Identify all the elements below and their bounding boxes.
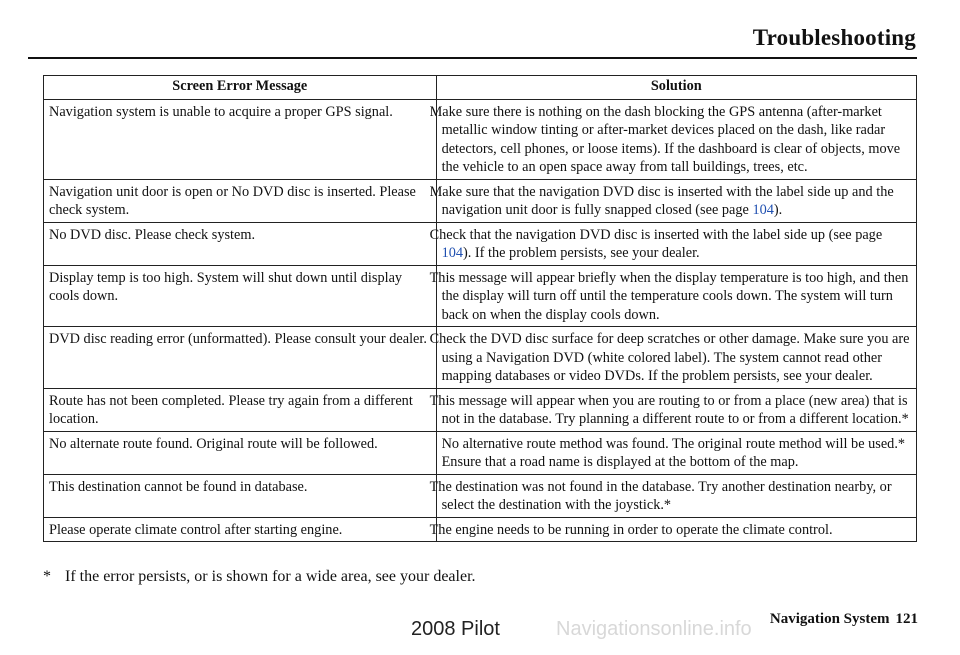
footnote-text: If the error persists, or is shown for a wide area, see your dealer. <box>65 568 476 585</box>
solution-cell: This message will appear briefly when the display temperature is too high, and then the display will turn off until the temperature cools down. The system will turn back on when the display cools down. <box>436 265 916 327</box>
title-divider <box>28 57 917 59</box>
page-reference-link[interactable]: 104 <box>441 245 464 261</box>
solution-text: Check that the navigation DVD disc is inserted with the label side up (see page <box>429 226 883 243</box>
error-message-cell: No DVD disc. Please check system. <box>44 222 437 265</box>
table-row <box>44 179 917 222</box>
page-number: 121 <box>895 611 918 627</box>
table-row <box>44 265 917 327</box>
error-message-cell: Route has not been completed. Please try again from a different location. <box>44 388 437 431</box>
error-message-cell: This destination cannot be found in database. <box>44 474 437 517</box>
table-row <box>44 517 917 542</box>
error-message-cell: DVD disc reading error (unformatted). Please consult your dealer. <box>44 327 437 389</box>
troubleshooting-table <box>43 75 917 542</box>
solution-cell: Make sure there is nothing on the dash blocking the GPS antenna (after-market metallic window tinting or after-market devices placed on the dash, like radar detectors, cell phones, or loose items). If the dashboard is clear of objects, move the vehicle to an open space away from tall buildings, trees, etc. <box>436 99 916 179</box>
page-reference-link[interactable]: 104 <box>752 202 774 218</box>
solution-cell: This message will appear when you are routing to or from a place (new area) that is not in the database. Try planning a different route to or from a different location.* <box>436 388 916 431</box>
solution-cell <box>429 179 916 222</box>
solution-text-extra: Ensure that a road name is displayed at the bottom of the map. <box>441 454 799 470</box>
table-row <box>44 388 917 431</box>
table-row <box>44 474 917 517</box>
watermark-site: Navigationsonline.info <box>556 618 752 640</box>
table-row <box>44 222 917 265</box>
solution-text: Make sure that the navigation DVD disc is inserted with the label side up and the navigation unit door is fully snapped closed (see page <box>429 183 894 218</box>
column-header-solution: Solution <box>436 76 916 100</box>
error-message-cell: Navigation system is unable to acquire a proper GPS signal. <box>44 99 437 179</box>
error-message-cell: Display temp is too high. System will shut down until display cools down. <box>44 265 437 327</box>
footer-section-title: Navigation System <box>769 611 890 627</box>
footnote <box>43 567 476 587</box>
solution-cell: Check the DVD disc surface for deep scratches or other damage. Make sure you are using a Navigation DVD (white colored label). The system cannot read other mapping databases or video DVDs. If the problem persists, see your dealer. <box>436 327 916 389</box>
solution-text: ). If the problem persists, see your dealer. <box>463 245 700 261</box>
table-header-row <box>44 76 917 100</box>
table-row <box>44 327 917 389</box>
solution-cell: The destination was not found in the database. Try another destination nearby, or select the destination with the joystick.* <box>436 474 916 517</box>
solution-text: ). <box>773 202 783 218</box>
page-title: Troubleshooting <box>752 25 916 50</box>
table-row <box>44 99 917 179</box>
table-row <box>44 431 917 474</box>
error-message-cell: Navigation unit door is open or No DVD disc is inserted. Please check system. <box>44 179 437 222</box>
solution-text: No alternative route method was found. The original route method will be used.* <box>441 435 906 452</box>
solution-cell <box>429 222 916 265</box>
column-header-message: Screen Error Message <box>44 76 437 100</box>
watermark-model: 2008 Pilot <box>411 618 500 640</box>
error-message-cell: No alternate route found. Original route will be followed. <box>44 431 437 474</box>
solution-cell <box>436 431 916 474</box>
solution-cell: The engine needs to be running in order to operate the climate control. <box>436 517 916 542</box>
footnote-marker: * <box>43 568 51 585</box>
page-footer <box>770 609 918 629</box>
error-message-cell: Please operate climate control after starting engine. <box>44 517 437 542</box>
